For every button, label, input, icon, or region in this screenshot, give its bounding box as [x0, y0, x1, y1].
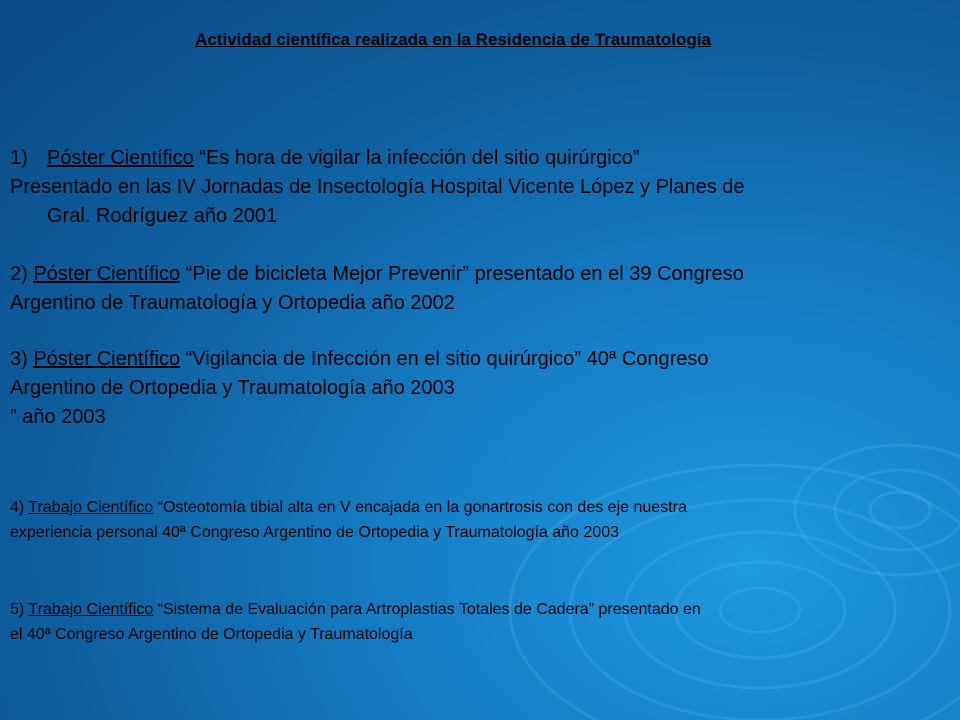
- item-number: 3): [10, 348, 34, 370]
- item-type: Póster Científico: [47, 147, 194, 169]
- page-title: Actividad científica realizada en la Residencia de Traumatología: [195, 30, 711, 49]
- item-title: “Es hora de vigilar la infección del sitio quirúrgico”: [193, 147, 640, 169]
- item-number: 2): [10, 263, 34, 285]
- item-1-line-3: Gral. Rodríguez año 2001: [47, 205, 278, 227]
- item-5-line-2: el 40ª Congreso Argentino de Ortopedia y Traumatología: [10, 626, 413, 643]
- item-title: “Osteotomía tibial alta en V encajada en la gonartrosis con des eje nuestra: [153, 499, 687, 516]
- item-1-line-2: Presentado en las IV Jornadas de Insectología Hospital Vicente López y Planes de: [10, 176, 745, 198]
- item-3-line-1: [10, 345, 940, 374]
- item-4-line-2: experiencia personal 40ª Congreso Argentino de Ortopedia y Traumatología año 2003: [10, 524, 619, 541]
- item-type: Trabajo Científico: [28, 601, 154, 618]
- item-1-line-1: [10, 144, 940, 173]
- item-number: 5): [10, 601, 29, 618]
- item-type: Trabajo Científico: [28, 499, 154, 516]
- item-2-line-1: [10, 260, 940, 289]
- item-title: “Vigilancia de Infección en el sitio quirúrgico” 40ª Congreso: [180, 348, 709, 370]
- item-title: “Sistema de Evaluación para Artroplastias Totales de Cadera” presentado en: [153, 601, 701, 618]
- item-type: Póster Científico: [33, 348, 181, 370]
- item-2-line-2: Argentino de Traumatología y Ortopedia año 2002: [10, 292, 455, 314]
- item-5-line-1: [10, 597, 940, 622]
- item-number: 4): [10, 499, 29, 516]
- item-3-line-2: Argentino de Ortopedia y Traumatología año 2003: [10, 377, 455, 399]
- item-type: Póster Científico: [33, 263, 181, 285]
- item-number: 1): [10, 147, 28, 169]
- item-5: [10, 597, 940, 647]
- item-4: [10, 495, 940, 545]
- item-2: [10, 260, 940, 318]
- item-3: [10, 345, 940, 432]
- item-3-line-3: ” año 2003: [10, 406, 106, 428]
- item-4-line-1: [10, 495, 940, 520]
- item-title: “Pie de bicicleta Mejor Prevenir” presentado en el 39 Congreso: [180, 263, 744, 285]
- item-1: [10, 144, 940, 231]
